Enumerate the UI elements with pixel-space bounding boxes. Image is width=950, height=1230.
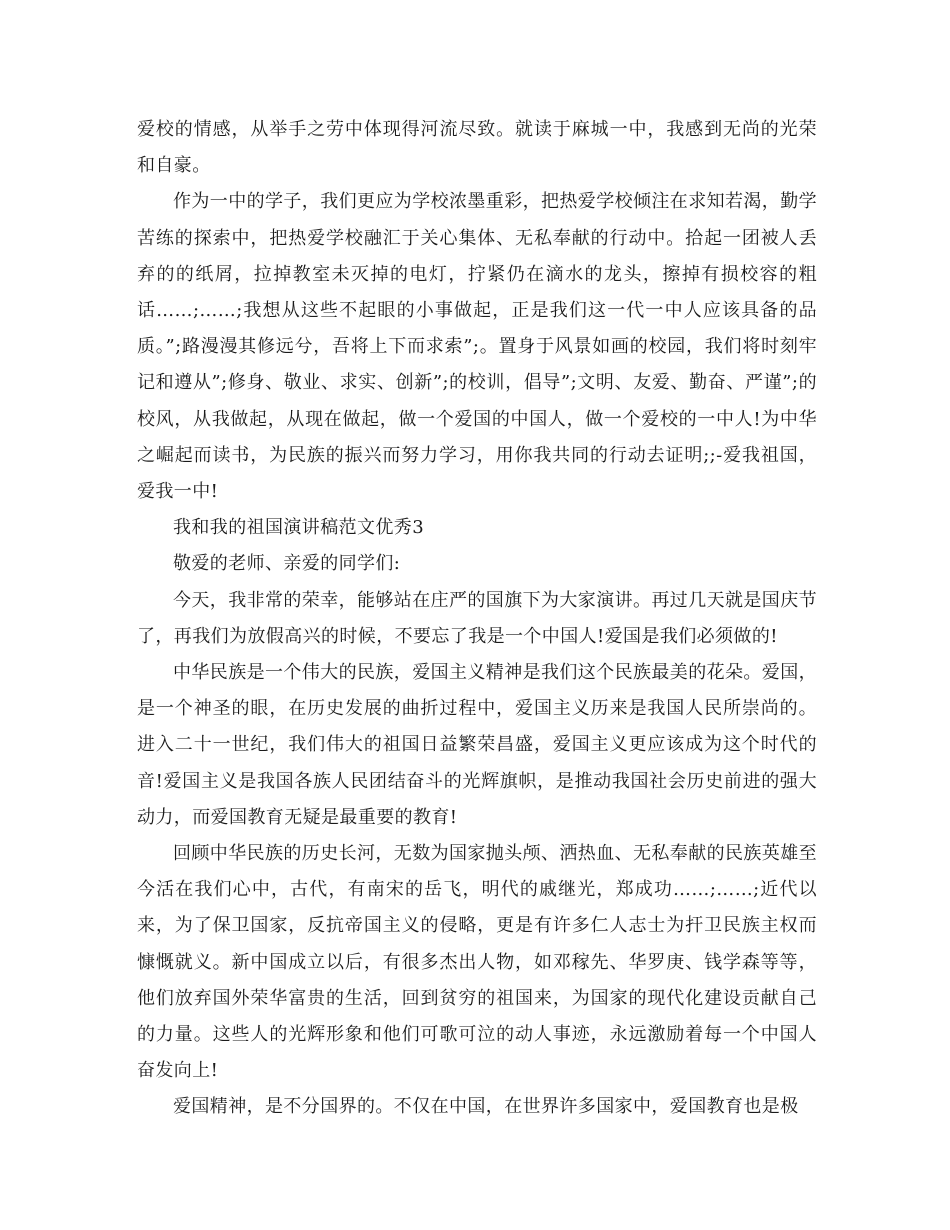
- paragraph: 今天，我非常的荣幸，能够站在庄严的国旗下为大家演讲。再过几天就是国庆节了，再我们为放假高兴的时候，不要忘了我是一个中国人!爱国是我们必须做的!: [137, 589, 817, 647]
- paragraph: 爱校的情感，从举手之劳中体现得河流尽致。就读于麻城一中，我感到无尚的光荣和自豪。: [137, 119, 817, 177]
- paragraph: 作为一中的学子，我们更应为学校浓墨重彩，把热爱学校倾注在求知若渴，勤学苦练的探索中，把热爱学校融汇于关心集体、无私奉献的行动中。拾起一团被人丢弃的的纸屑，拉掉教室未灭掉的电灯，拧紧仍在滴水的龙头，擦掉有损校容的粗话……;……;我想从这些不起眼的小事做起，正是我们这一代一中人应该具备的品质。”;路漫漫其修远兮，吾将上下而求索”;。置身于风景如画的校园，我们将时刻牢记和遵从”;修身、敬业、求实、创新”;的校训，倡导”;文明、友爱、勤奋、严谨”;的校风，从我做起，从现在做起，做一个爱国的中国人，做一个爱校的一中人!为中华之崛起而读书，为民族的振兴而努力学习，用你我共同的行动去证明;;-爱我祖国，爱我一中!: [137, 191, 817, 503]
- section-heading: 我和我的祖国演讲稿范文优秀3: [173, 517, 425, 539]
- paragraph: 回顾中华民族的历史长河，无数为国家抛头颅、洒热血、无私奉献的民族英雄至今活在我们心中，古代，有南宋的岳飞，明代的戚继光，郑成功……;……;近代以来，为了保卫国家，反抗帝国主义的侵略，更是有许多仁人志士为扞卫民族主权而慷慨就义。新中国成立以后，有很多杰出人物，如邓稼先、华罗庚、钱学森等等，他们放弃国外荣华富贵的生活，回到贫穷的祖国来，为国家的现代化建设贡献自己的力量。这些人的光辉形象和他们可歌可泣的动人事迹，永远激励着每一个中国人奋发向上!: [137, 843, 817, 1082]
- paragraph: 爱国精神，是不分国界的。不仅在中国，在世界许多国家中，爱国教育也是极: [173, 1096, 799, 1118]
- document-body: [137, 112, 817, 1126]
- paragraph: 中华民族是一个伟大的民族，爱国主义精神是我们这个民族最美的花朵。爱国，是一个神圣的眼，在历史发展的曲折过程中，爱国主义历来是我国人民所崇尚的。进入二十一世纪，我们伟大的祖国日益繁荣昌盛，爱国主义更应该成为这个时代的音!爱国主义是我国各族人民团结奋斗的光辉旗帜，是推动我国社会历史前进的强大动力，而爱国教育无疑是最重要的教育!: [137, 662, 817, 828]
- salutation: 敬爱的老师、亲爱的同学们:: [173, 553, 401, 575]
